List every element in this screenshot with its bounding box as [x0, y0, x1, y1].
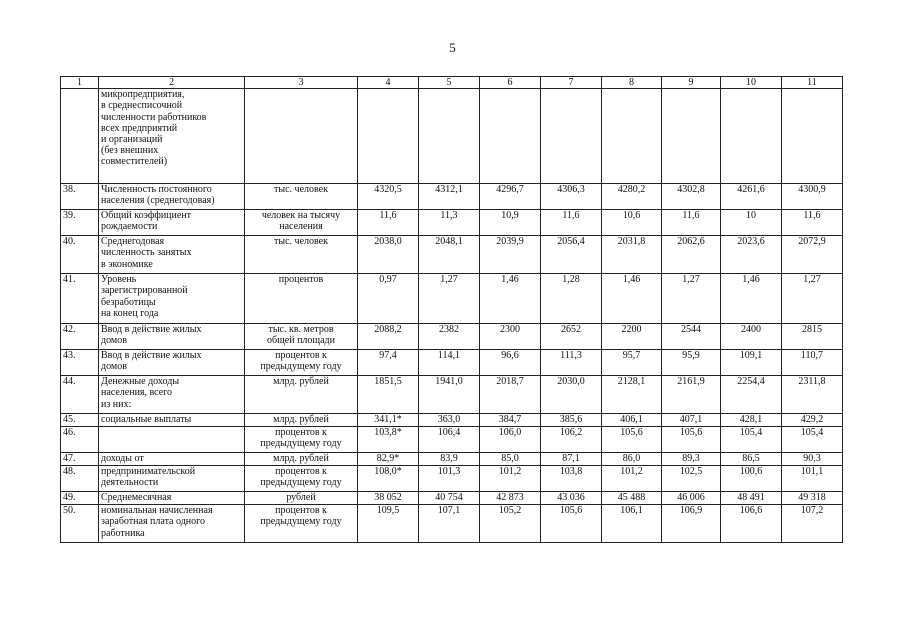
- indicator-name: Ввод в действие жилых домов: [99, 324, 245, 350]
- value-cell: 106,4: [419, 427, 480, 453]
- column-header: 5: [419, 77, 480, 89]
- value-cell: 95,7: [602, 350, 662, 376]
- value-cell: 2200: [602, 324, 662, 350]
- column-header: 7: [541, 77, 602, 89]
- unit-of-measure: млрд. рублей: [245, 414, 358, 427]
- value-cell: 102,5: [662, 466, 721, 492]
- table-row: [61, 210, 843, 236]
- value-cell: 1,27: [662, 274, 721, 324]
- value-cell: 1,27: [782, 274, 843, 324]
- value-cell: 2038,0: [358, 236, 419, 274]
- value-cell: 111,3: [541, 350, 602, 376]
- value-cell: 1,28: [541, 274, 602, 324]
- value-cell: 4320,5: [358, 184, 419, 210]
- indicator-name: предпринимательской деятельности: [99, 466, 245, 492]
- column-header: 6: [480, 77, 541, 89]
- row-number: 44.: [61, 376, 99, 414]
- table-row: [61, 376, 843, 414]
- column-header: 11: [782, 77, 843, 89]
- value-cell: 114,1: [419, 350, 480, 376]
- value-cell: 2088,2: [358, 324, 419, 350]
- value-cell: 1941,0: [419, 376, 480, 414]
- statistics-table: [60, 76, 843, 543]
- table-row: [61, 350, 843, 376]
- value-cell: 2030,0: [541, 376, 602, 414]
- value-cell: 4300,9: [782, 184, 843, 210]
- row-number: 46.: [61, 427, 99, 453]
- value-cell: 38 052: [358, 492, 419, 505]
- indicator-name: Уровень зарегистрированной безработицы на конец года: [99, 274, 245, 324]
- value-cell: 95,9: [662, 350, 721, 376]
- value-cell: 43 036: [541, 492, 602, 505]
- unit-of-measure: рублей: [245, 492, 358, 505]
- value-cell: 2311,8: [782, 376, 843, 414]
- table-row: [61, 324, 843, 350]
- column-header: 10: [721, 77, 782, 89]
- indicator-name: [99, 427, 245, 453]
- column-header: 1: [61, 77, 99, 89]
- value-cell: 428,1: [721, 414, 782, 427]
- value-cell: 2048,1: [419, 236, 480, 274]
- value-cell: 109,5: [358, 505, 419, 543]
- table-body: [61, 77, 843, 543]
- value-cell: 103,8*: [358, 427, 419, 453]
- table-row: [61, 505, 843, 543]
- value-cell: [662, 89, 721, 184]
- indicator-name: номинальная начисленная заработная плата одного работника: [99, 505, 245, 543]
- value-cell: 101,1: [782, 466, 843, 492]
- value-cell: 101,2: [480, 466, 541, 492]
- indicator-name: Среднемесячная: [99, 492, 245, 505]
- table-row: [61, 274, 843, 324]
- indicator-name: Денежные доходы населения, всего из них:: [99, 376, 245, 414]
- value-cell: 1,27: [419, 274, 480, 324]
- value-cell: 105,6: [602, 427, 662, 453]
- value-cell: 2300: [480, 324, 541, 350]
- unit-of-measure: млрд. рублей: [245, 376, 358, 414]
- value-cell: 105,4: [782, 427, 843, 453]
- value-cell: [358, 89, 419, 184]
- unit-of-measure: [245, 89, 358, 184]
- value-cell: 2023,6: [721, 236, 782, 274]
- table-row: [61, 89, 843, 184]
- row-number: 45.: [61, 414, 99, 427]
- value-cell: 107,1: [419, 505, 480, 543]
- unit-of-measure: тыс. человек: [245, 184, 358, 210]
- value-cell: 4306,3: [541, 184, 602, 210]
- value-cell: 42 873: [480, 492, 541, 505]
- unit-of-measure: процентов к предыдущему году: [245, 505, 358, 543]
- unit-of-measure: тыс. кв. метров общей площади: [245, 324, 358, 350]
- row-number: 41.: [61, 274, 99, 324]
- value-cell: [419, 89, 480, 184]
- row-number: 38.: [61, 184, 99, 210]
- value-cell: 2018,7: [480, 376, 541, 414]
- value-cell: 4312,1: [419, 184, 480, 210]
- table-row: [61, 414, 843, 427]
- table-row: [61, 492, 843, 505]
- value-cell: 86,5: [721, 453, 782, 466]
- column-header: 8: [602, 77, 662, 89]
- indicator-name: Ввод в действие жилых домов: [99, 350, 245, 376]
- value-cell: 11,6: [358, 210, 419, 236]
- value-cell: 341,1*: [358, 414, 419, 427]
- value-cell: 106,0: [480, 427, 541, 453]
- value-cell: 105,4: [721, 427, 782, 453]
- value-cell: 1,46: [721, 274, 782, 324]
- value-cell: 2382: [419, 324, 480, 350]
- unit-of-measure: человек на тысячу населения: [245, 210, 358, 236]
- value-cell: 101,3: [419, 466, 480, 492]
- value-cell: 4302,8: [662, 184, 721, 210]
- value-cell: 2254,4: [721, 376, 782, 414]
- row-number: 40.: [61, 236, 99, 274]
- indicator-name: доходы от: [99, 453, 245, 466]
- unit-of-measure: процентов к предыдущему году: [245, 350, 358, 376]
- value-cell: 0,97: [358, 274, 419, 324]
- value-cell: 49 318: [782, 492, 843, 505]
- value-cell: 106,1: [602, 505, 662, 543]
- unit-of-measure: тыс. человек: [245, 236, 358, 274]
- value-cell: 406,1: [602, 414, 662, 427]
- value-cell: 106,9: [662, 505, 721, 543]
- value-cell: 110,7: [782, 350, 843, 376]
- value-cell: 2039,9: [480, 236, 541, 274]
- value-cell: 2031,8: [602, 236, 662, 274]
- value-cell: 101,2: [602, 466, 662, 492]
- indicator-name: Среднегодовая численность занятых в экономике: [99, 236, 245, 274]
- table-row: [61, 466, 843, 492]
- indicator-name: социальные выплаты: [99, 414, 245, 427]
- value-cell: 105,2: [480, 505, 541, 543]
- value-cell: 1,46: [602, 274, 662, 324]
- value-cell: 2815: [782, 324, 843, 350]
- indicator-name: Численность постоянного населения (среднегодовая): [99, 184, 245, 210]
- value-cell: 4261,6: [721, 184, 782, 210]
- value-cell: 363,0: [419, 414, 480, 427]
- value-cell: 384,7: [480, 414, 541, 427]
- value-cell: 1851,5: [358, 376, 419, 414]
- row-number: 48.: [61, 466, 99, 492]
- value-cell: 89,3: [662, 453, 721, 466]
- value-cell: 86,0: [602, 453, 662, 466]
- value-cell: [721, 89, 782, 184]
- indicator-name: Общий коэффициент рождаемости: [99, 210, 245, 236]
- value-cell: 2400: [721, 324, 782, 350]
- value-cell: 1,46: [480, 274, 541, 324]
- value-cell: 10,6: [602, 210, 662, 236]
- unit-of-measure: процентов к предыдущему году: [245, 427, 358, 453]
- table-row: [61, 453, 843, 466]
- page-number: 5: [449, 40, 456, 55]
- value-cell: 4296,7: [480, 184, 541, 210]
- value-cell: 45 488: [602, 492, 662, 505]
- row-number: [61, 89, 99, 184]
- value-cell: 407,1: [662, 414, 721, 427]
- value-cell: 82,9*: [358, 453, 419, 466]
- value-cell: 2161,9: [662, 376, 721, 414]
- value-cell: 107,2: [782, 505, 843, 543]
- value-cell: 2128,1: [602, 376, 662, 414]
- value-cell: 103,8: [541, 466, 602, 492]
- value-cell: [480, 89, 541, 184]
- value-cell: [541, 89, 602, 184]
- row-number: 43.: [61, 350, 99, 376]
- row-number: 50.: [61, 505, 99, 543]
- unit-of-measure: процентов к предыдущему году: [245, 466, 358, 492]
- column-header: 9: [662, 77, 721, 89]
- value-cell: 87,1: [541, 453, 602, 466]
- header-row: [61, 77, 843, 89]
- value-cell: 2652: [541, 324, 602, 350]
- value-cell: 97,4: [358, 350, 419, 376]
- value-cell: 2072,9: [782, 236, 843, 274]
- value-cell: 100,6: [721, 466, 782, 492]
- value-cell: 105,6: [662, 427, 721, 453]
- indicator-name: микропредприятия, в среднесписочной численности работников всех предприятий и организаций (без внешних совместителей): [99, 89, 245, 184]
- value-cell: 429,2: [782, 414, 843, 427]
- row-number: 42.: [61, 324, 99, 350]
- value-cell: [782, 89, 843, 184]
- value-cell: 2056,4: [541, 236, 602, 274]
- value-cell: 2544: [662, 324, 721, 350]
- value-cell: 108,0*: [358, 466, 419, 492]
- value-cell: 105,6: [541, 505, 602, 543]
- value-cell: [602, 89, 662, 184]
- row-number: 49.: [61, 492, 99, 505]
- unit-of-measure: процентов: [245, 274, 358, 324]
- value-cell: 106,2: [541, 427, 602, 453]
- value-cell: 85,0: [480, 453, 541, 466]
- value-cell: 48 491: [721, 492, 782, 505]
- value-cell: 11,3: [419, 210, 480, 236]
- value-cell: 10,9: [480, 210, 541, 236]
- unit-of-measure: млрд. рублей: [245, 453, 358, 466]
- column-header: 4: [358, 77, 419, 89]
- column-header: 2: [99, 77, 245, 89]
- value-cell: 83,9: [419, 453, 480, 466]
- value-cell: 385,6: [541, 414, 602, 427]
- value-cell: 11,6: [782, 210, 843, 236]
- column-header: 3: [245, 77, 358, 89]
- value-cell: 10: [721, 210, 782, 236]
- table-row: [61, 236, 843, 274]
- value-cell: 2062,6: [662, 236, 721, 274]
- value-cell: 11,6: [541, 210, 602, 236]
- value-cell: 46 006: [662, 492, 721, 505]
- row-number: 47.: [61, 453, 99, 466]
- value-cell: 96,6: [480, 350, 541, 376]
- value-cell: 4280,2: [602, 184, 662, 210]
- value-cell: 109,1: [721, 350, 782, 376]
- value-cell: 11,6: [662, 210, 721, 236]
- value-cell: 106,6: [721, 505, 782, 543]
- row-number: 39.: [61, 210, 99, 236]
- table-row: [61, 184, 843, 210]
- value-cell: 40 754: [419, 492, 480, 505]
- value-cell: 90,3: [782, 453, 843, 466]
- table-row: [61, 427, 843, 453]
